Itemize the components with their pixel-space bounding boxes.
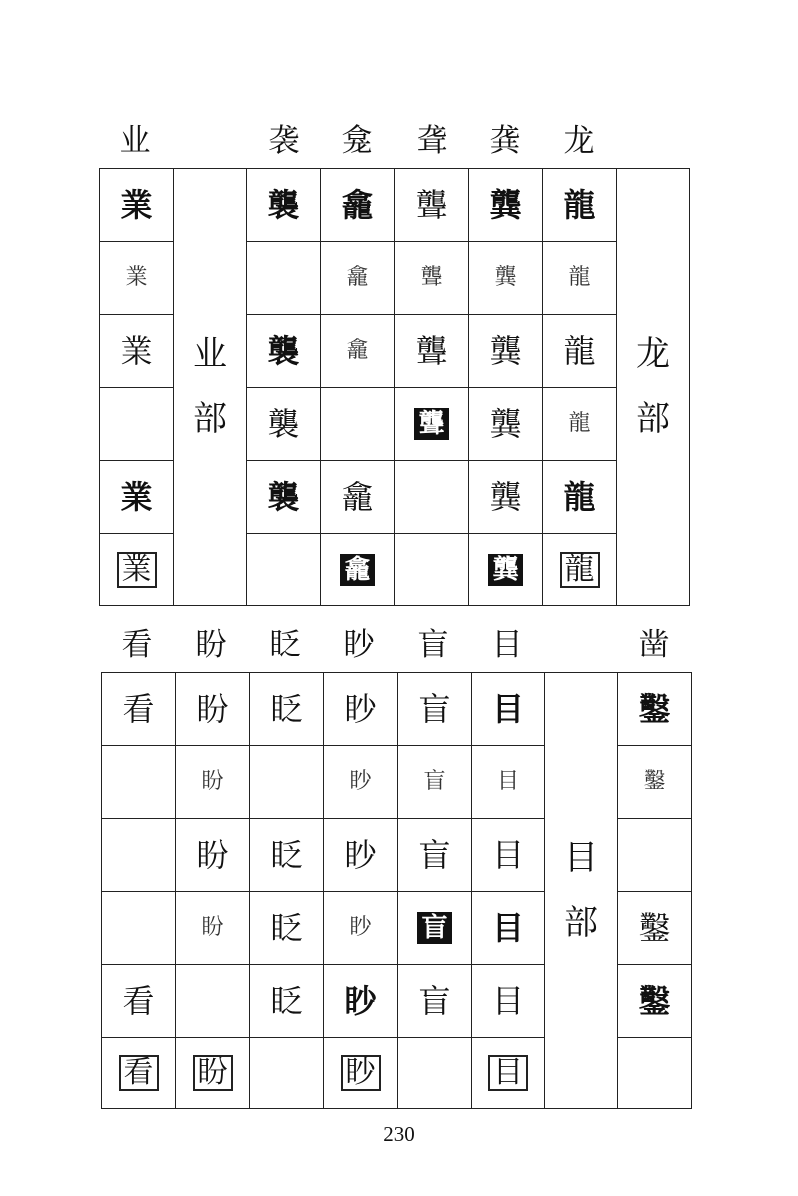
seal-cell xyxy=(543,169,617,242)
seal-glyph: 龔 xyxy=(489,186,522,224)
seal-glyph: 業 xyxy=(120,186,153,224)
seal-cell xyxy=(324,746,398,819)
seal-glyph: 盼 xyxy=(196,690,229,728)
seal-cell xyxy=(543,461,617,534)
seal-glyph: 龕 xyxy=(340,554,374,586)
seal-cell xyxy=(100,315,174,388)
seal-glyph: 龔 xyxy=(489,478,522,516)
seal-glyph: 襲 xyxy=(267,478,300,516)
top-header-kan: 龛 xyxy=(341,123,373,159)
seal-glyph: 眨 xyxy=(270,909,303,947)
seal-glyph: 目 xyxy=(488,1055,528,1091)
seal-glyph: 龕 xyxy=(346,265,369,290)
seal-glyph: 目 xyxy=(491,690,524,728)
seal-glyph: 盼 xyxy=(196,836,229,874)
seal-cell xyxy=(247,169,321,242)
seal-glyph: 聾 xyxy=(414,408,448,440)
seal-glyph: 龔 xyxy=(488,554,522,586)
seal-cell xyxy=(250,819,324,892)
seal-cell xyxy=(395,461,469,534)
seal-glyph: 眇 xyxy=(344,982,377,1020)
seal-cell xyxy=(321,388,395,461)
seal-cell xyxy=(398,965,472,1038)
seal-glyph: 龔 xyxy=(494,265,517,290)
seal-glyph: 龕 xyxy=(341,186,374,224)
seal-glyph: 目 xyxy=(491,982,524,1020)
seal-cell xyxy=(395,388,469,461)
radical-char: 部 xyxy=(636,399,670,439)
seal-glyph: 目 xyxy=(491,836,524,874)
seal-cell xyxy=(176,746,250,819)
seal-glyph: 眨 xyxy=(270,982,303,1020)
seal-glyph: 龕 xyxy=(346,338,369,363)
seal-cell xyxy=(398,892,472,965)
seal-cell xyxy=(469,242,543,315)
seal-cell xyxy=(618,746,692,819)
seal-cell xyxy=(247,315,321,388)
seal-glyph: 盲 xyxy=(418,690,451,728)
seal-cell xyxy=(324,673,398,746)
seal-cell xyxy=(324,892,398,965)
seal-glyph: 盼 xyxy=(201,915,224,940)
seal-glyph: 盲 xyxy=(418,836,451,874)
seal-cell xyxy=(102,673,176,746)
seal-cell xyxy=(398,1038,472,1109)
seal-glyph: 鑿 xyxy=(638,909,671,947)
top-header-ye: 业 xyxy=(119,123,151,159)
seal-cell xyxy=(100,461,174,534)
seal-glyph: 眇 xyxy=(344,836,377,874)
seal-cell xyxy=(250,965,324,1038)
seal-glyph: 盼 xyxy=(201,769,224,794)
seal-glyph: 業 xyxy=(125,265,148,290)
seal-cell xyxy=(102,965,176,1038)
seal-cell xyxy=(469,534,543,606)
seal-cell xyxy=(250,746,324,819)
seal-cell xyxy=(176,892,250,965)
seal-cell xyxy=(472,746,545,819)
seal-glyph: 眇 xyxy=(344,690,377,728)
seal-cell xyxy=(100,534,174,606)
seal-cell xyxy=(247,461,321,534)
seal-glyph: 鑿 xyxy=(643,769,666,794)
seal-cell xyxy=(469,388,543,461)
seal-glyph: 盲 xyxy=(417,912,451,944)
seal-cell xyxy=(176,1038,250,1109)
bottom-header-miao: 眇 xyxy=(343,627,375,663)
seal-cell xyxy=(247,242,321,315)
seal-glyph: 襲 xyxy=(267,332,300,370)
radical-column-long xyxy=(617,169,690,606)
seal-cell xyxy=(102,746,176,819)
seal-glyph: 襲 xyxy=(267,405,300,443)
bottom-character-table xyxy=(101,672,692,1109)
radical-char: 龙 xyxy=(636,334,670,375)
bottom-header-pan: 盼 xyxy=(195,627,227,663)
seal-cell xyxy=(321,315,395,388)
seal-glyph: 龍 xyxy=(563,332,596,370)
seal-cell xyxy=(250,1038,324,1109)
seal-cell xyxy=(618,819,692,892)
seal-cell xyxy=(100,169,174,242)
seal-glyph: 目 xyxy=(491,909,524,947)
seal-glyph: 聾 xyxy=(415,186,448,224)
seal-cell xyxy=(395,315,469,388)
seal-glyph: 龕 xyxy=(341,478,374,516)
seal-cell xyxy=(247,388,321,461)
seal-glyph: 龍 xyxy=(563,478,596,516)
seal-cell xyxy=(618,673,692,746)
seal-cell xyxy=(472,892,545,965)
seal-glyph: 業 xyxy=(120,478,153,516)
top-header-gong: 龚 xyxy=(489,123,521,159)
seal-glyph: 盼 xyxy=(193,1055,233,1091)
seal-cell xyxy=(543,388,617,461)
top-character-table xyxy=(99,168,690,606)
seal-glyph: 聾 xyxy=(420,265,443,290)
radical-char: 部 xyxy=(564,902,598,943)
seal-glyph: 眇 xyxy=(341,1055,381,1091)
seal-glyph: 眇 xyxy=(349,915,372,940)
seal-cell xyxy=(395,242,469,315)
seal-cell xyxy=(324,965,398,1038)
seal-glyph: 看 xyxy=(122,690,155,728)
page-number: 230 xyxy=(383,1122,415,1146)
seal-cell xyxy=(398,746,472,819)
seal-cell xyxy=(176,965,250,1038)
seal-cell xyxy=(176,673,250,746)
seal-cell xyxy=(324,819,398,892)
seal-cell xyxy=(100,242,174,315)
seal-cell xyxy=(472,965,545,1038)
seal-glyph: 龔 xyxy=(489,332,522,370)
seal-cell xyxy=(469,169,543,242)
seal-cell xyxy=(543,315,617,388)
seal-cell xyxy=(543,242,617,315)
seal-glyph: 襲 xyxy=(267,186,300,224)
seal-glyph: 眨 xyxy=(270,690,303,728)
seal-cell xyxy=(250,892,324,965)
seal-cell xyxy=(472,673,545,746)
seal-cell xyxy=(618,1038,692,1109)
seal-glyph: 鑿 xyxy=(638,690,671,728)
bottom-header-zha: 眨 xyxy=(269,627,301,663)
seal-cell xyxy=(250,673,324,746)
radical-char: 部 xyxy=(193,399,227,439)
seal-glyph: 鑿 xyxy=(638,982,671,1020)
seal-cell xyxy=(472,1038,545,1109)
top-header-long-ear: 聋 xyxy=(416,123,448,159)
bottom-header-mu: 目 xyxy=(491,627,523,663)
seal-cell xyxy=(469,461,543,534)
top-header-xi: 袭 xyxy=(268,123,300,159)
seal-cell xyxy=(618,965,692,1038)
seal-cell xyxy=(618,892,692,965)
seal-glyph: 聾 xyxy=(415,332,448,370)
seal-cell xyxy=(395,169,469,242)
seal-glyph: 龍 xyxy=(563,186,596,224)
top-header-long: 龙 xyxy=(563,123,595,159)
bottom-header-zao: 凿 xyxy=(638,627,670,663)
seal-glyph: 業 xyxy=(117,552,157,588)
radical-column-ye xyxy=(174,169,247,606)
seal-glyph: 業 xyxy=(120,332,153,370)
seal-glyph: 眨 xyxy=(270,836,303,874)
seal-glyph: 龍 xyxy=(568,265,591,290)
seal-cell xyxy=(321,242,395,315)
seal-cell xyxy=(321,169,395,242)
radical-char: 目 xyxy=(564,837,598,878)
seal-glyph: 盲 xyxy=(418,982,451,1020)
radical-column-mu xyxy=(545,673,618,1109)
radical-char: 业 xyxy=(193,334,227,375)
seal-cell xyxy=(324,1038,398,1109)
seal-glyph: 目 xyxy=(496,769,519,794)
seal-glyph: 盲 xyxy=(423,769,446,794)
seal-glyph: 眇 xyxy=(349,769,372,794)
bottom-header-kan: 看 xyxy=(121,627,153,663)
seal-cell xyxy=(321,534,395,606)
seal-glyph: 龍 xyxy=(568,411,591,436)
seal-cell xyxy=(543,534,617,606)
seal-cell xyxy=(469,315,543,388)
seal-cell xyxy=(398,819,472,892)
seal-glyph: 龔 xyxy=(489,405,522,443)
seal-cell xyxy=(100,388,174,461)
seal-cell xyxy=(472,819,545,892)
seal-cell xyxy=(395,534,469,606)
seal-cell xyxy=(247,534,321,606)
seal-cell xyxy=(398,673,472,746)
bottom-header-mang: 盲 xyxy=(417,627,449,663)
seal-glyph: 看 xyxy=(119,1055,159,1091)
seal-cell xyxy=(102,819,176,892)
seal-cell xyxy=(102,892,176,965)
seal-cell xyxy=(102,1038,176,1109)
seal-cell xyxy=(176,819,250,892)
seal-glyph: 龍 xyxy=(560,552,600,588)
seal-glyph: 看 xyxy=(122,982,155,1020)
seal-cell xyxy=(321,461,395,534)
